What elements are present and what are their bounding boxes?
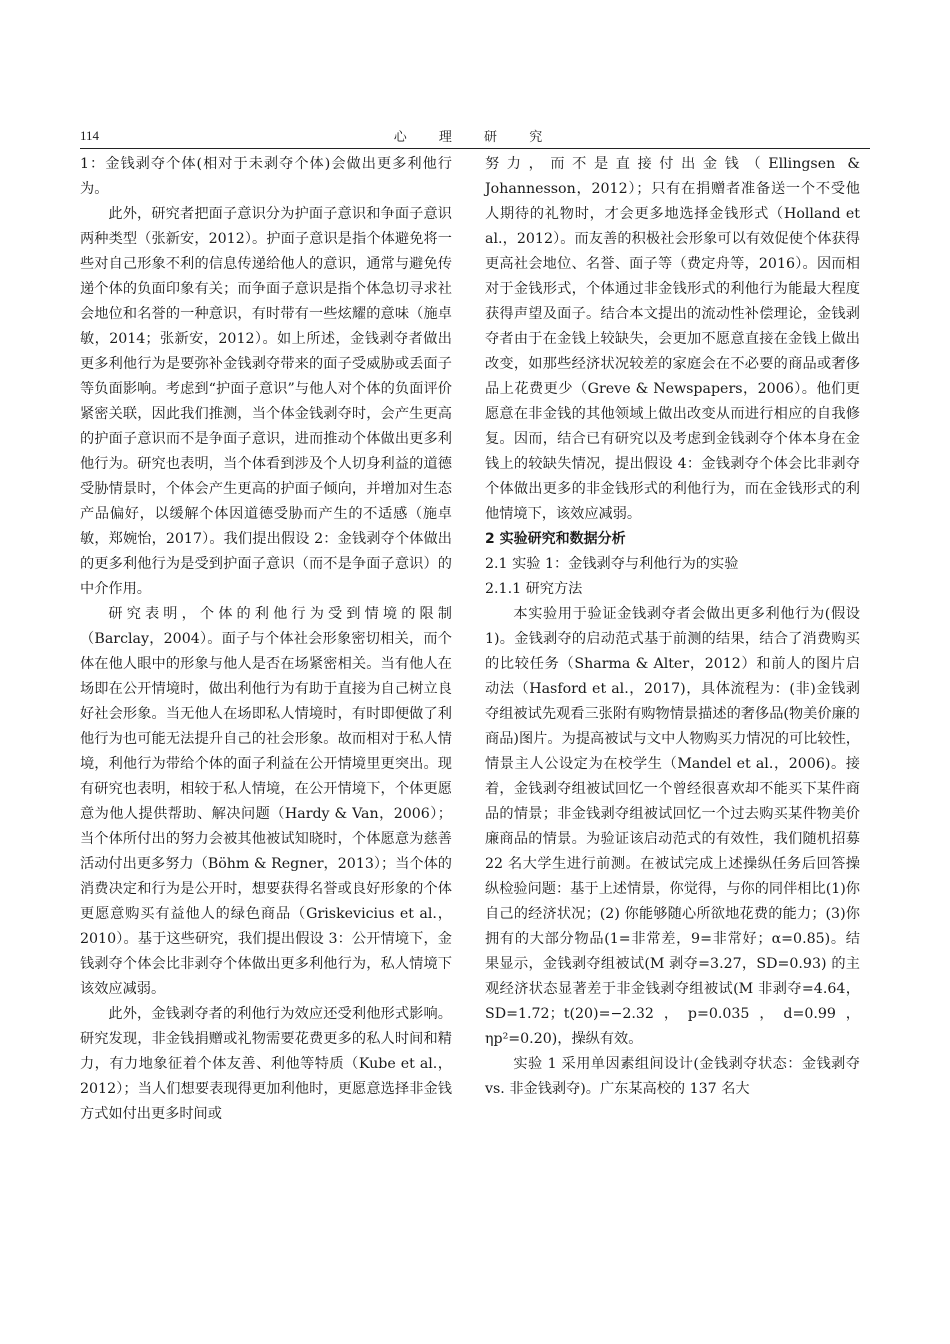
right-column [485,152,860,1102]
paragraph: 此外，研究者把面子意识分为护面子意识和争面子意识两种类型（张新安，2012）。护面子意识是指个体避免将一些对自己形象不利的信息传递给他人的意识，通常与避免传递个体的负面印象有关；而争面子意识是指个体急切寻求社会地位和名誉的一种意识，有时带有一些炫耀的意味（施卓敏，2014；张新安，2012）。如上所述，金钱剥夺者做出更多利他行为是要弥补金钱剥夺带来的面子受威胁或丢面子等负面影响。考虑到“护面子意识”与他人对个体的负面评价紧密关联，因此我们推测，当个体金钱剥夺时，会产生更高的护面子意识而不是争面子意识，进而推动个体做出更多利他行为。研究也表明，当个体看到涉及个人切身利益的道德受胁情景时，个体会产生更高的护面子倾向，并增加对生态产品偏好，以缓解个体因道德受胁而产生的不适感（施卓敏，郑婉怡，2017）。我们提出假设 2：金钱剥夺个体做出的更多利他行为是受到护面子意识（而不是争面子意识）的中介作用。 [80,206,452,597]
paragraph: 实验 1 采用单因素组间设计(金钱剥夺状态：金钱剥夺 vs. 非金钱剥夺)。广东某高校的 137 名大 [485,1056,860,1097]
section-heading: 2 实验研究和数据分析 [485,531,626,547]
paragraph: 努力，而不是直接付出金钱（Ellingsen & Johannesson，2012）；只有在捐赠者准备送一个不受他人期待的礼物时，才会更多地选择金钱形式（Holland et al.，2012）。而友善的积极社会形象可以有效促使个体获得更高社会地位、名誉、面子等（费定舟等，2016）。因而相对于金钱形式，个体通过非金钱形式的利他行为能最大程度获得声望及面子。结合本文提出的流动性补偿理论，金钱剥夺者由于在金钱上较缺失，会更加不愿意直接在金钱上做出改变，如那些经济状况较差的家庭会在不必要的商品或奢侈品上花费更少（Greve & Newspapers，2006）。他们更愿意在非金钱的其他领域上做出改变从而进行相应的自我修复。因而，结合已有研究以及考虑到金钱剥夺个体本身在金钱上的较缺失情况，提出假设 4：金钱剥夺个体会比非剥夺个体做出更多的非金钱形式的利他行为，而在金钱形式的利他情境下，该效应减弱。 [485,156,860,522]
paragraph: 1：金钱剥夺个体(相对于未剥夺个体)会做出更多利他行为。 [80,156,452,197]
journal-title: 心 理 研 究 [393,130,557,145]
paragraph: 研究表明，个体的利他行为受到情境的限制（Barclay，2004）。面子与个体社会形象密切相关，而个体在他人眼中的形象与他人是否在场紧密相关。当有他人在场即在公开情境时，做出利他行为有助于直接为自己树立良好社会形象。当无他人在场即私人情境时，有时即便做了利他行为也可能无法提升自己的社会形象。故而相对于私人情境，利他行为带给个体的面子利益在公开情境里更突出。现有研究也表明，相较于私人情境，在公开情境下，个体更愿意为他人提供帮助、解决问题（Hardy & Van，2006）；当个体所付出的努力会被其他被试知晓时，个体愿意为慈善活动付出更多努力（Böhm & Regner，2013）；当个体的消费决定和行为是公开时，想要获得名誉或良好形象的个体更愿意购买有益他人的绿色商品（Griskevicius et al.，2010）。基于这些研究，我们提出假设 3：公开情境下，金钱剥夺个体会比非剥夺个体做出更多利他行为，私人情境下该效应减弱。 [80,606,452,997]
left-column [80,152,452,1127]
subsection-heading: 2.1 实验 1：金钱剥夺与利他行为的实验 [485,556,739,572]
paragraph: 本实验用于验证金钱剥夺者会做出更多利他行为(假设 1)。金钱剥夺的启动范式基于前测的结果，结合了消费购买的比较任务（Sharma & Alter，2012）和前人的图片启动法（Hasford et al.，2017)，具体流程为：(非)金钱剥夺组被试先观看三张附有购物情景描述的奢侈品(物美价廉的商品)图片。为提高被试与文中人物购买力情况的可比较性，情景主人公设定为在校学生（Mandel et al.，2006)。接着，金钱剥夺组被试回忆一个曾经很喜欢却不能买下某件商品的情景；非金钱剥夺组被试回忆一个过去购买某件物美价廉商品的情景。为验证该启动范式的有效性，我们随机招募 22 名大学生进行前测。在被试完成上述操纵任务后回答操纵检验问题：基于上述情景，你觉得，与你的同伴相比(1)你自己的经济状况；(2) 你能够随心所欲地花费的能力；(3)你拥有的大部分物品(1=非常差，9=非常好；α=0.85)。结果显示，金钱剥夺组被试(M 剥夺=3.27，SD=0.93) 的主观经济状态显著差于非金钱剥夺组被试(M 非剥夺=4.64，SD=1.72；t(20)=−2.32，p=0.035，d=0.99，ηp²=0.20)，操纵有效。 [485,606,860,1047]
subsubsection-heading: 2.1.1 研究方法 [485,581,583,597]
running-header [80,126,870,149]
page-number: 114 [80,128,100,143]
paragraph: 此外，金钱剥夺者的利他行为效应还受利他形式影响。研究发现，非金钱捐赠或礼物需要花费更多的私人时间和精力，有力地象征着个体友善、利他等特质（Kube et al.，2012）；当人们想要表现得更加利他时，更愿意选择非金钱方式如付出更多时间或 [80,1006,452,1122]
